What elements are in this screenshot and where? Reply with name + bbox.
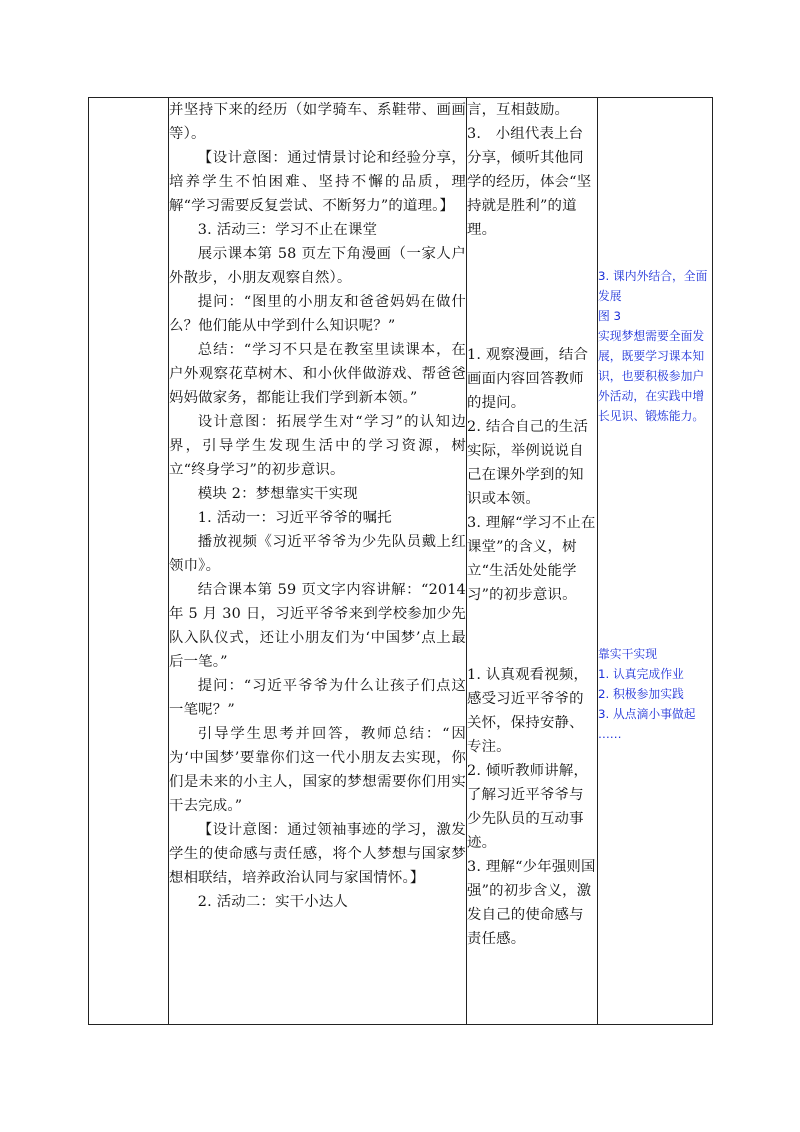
teacher-paragraph: 总结：“学习不只是在教室里读课本，在户外观察花草树木、和小伙伴做游戏、帮爸爸妈妈做家务，都能让我们学到新本领。” [169, 342, 466, 406]
student-activity-item: 3. 小组代表上台分享，倾听其他同学的经历，体会“坚持就是胜利”的道理。 [467, 126, 592, 238]
teacher-paragraph: 1. 活动一：习近平爷爷的嘱托 [197, 510, 392, 526]
teacher-paragraph: 2. 活动二：实干小达人 [197, 894, 349, 910]
section-label-cell [89, 98, 169, 1025]
teacher-paragraph: 模块 2：梦想靠实干实现 [197, 486, 358, 502]
teacher-paragraph: 提问：“习近平爷爷为什么让孩子们点这一笔呢？” [169, 678, 466, 718]
design-note-line: 实现梦想需要全面发展，既要学习课本知识，也要积极参加户外活动，在实践中增长见识、锻炼能力。 [598, 329, 705, 423]
teacher-activity-cell [169, 98, 467, 1025]
spacer [598, 426, 712, 644]
spacer [467, 607, 597, 663]
student-activity-block-2 [467, 343, 597, 607]
student-activity-item: 言，互相鼓励。 [467, 102, 570, 118]
teacher-paragraph: 【设计意图：通过领袖事迹的学习，激发学生的使命感与责任感，将个人梦想与国家梦想相联结，培养政治认同与家国情怀。】 [169, 822, 466, 886]
design-note-block-1 [598, 266, 712, 426]
design-note-block-2 [598, 644, 712, 744]
design-note-line: 靠实干实现 [598, 647, 657, 661]
teacher-paragraph: 结合课本第 59 页文字内容讲解：“2014 年 5 月 30 日，习近平爷爷来到学校参加少先队入队仪式，还让小朋友们为‘中国梦’点上最后一笔。” [169, 582, 466, 670]
spacer [467, 242, 597, 343]
design-note-line: …… [598, 727, 622, 741]
table-row [89, 98, 713, 1025]
student-activity-item: 1. 认真观看视频，感受习近平爷爷的关怀，保持安静、专注。 [467, 667, 589, 755]
student-activity-block-3 [467, 663, 597, 951]
teacher-paragraph: 设计意图：拓展学生对“学习”的认知边界，引导学生发现生活中的学习资源，树立“终身学习”的初步意识。 [169, 414, 466, 478]
design-note-line: 1. 认真完成作业 [598, 667, 684, 681]
teacher-paragraph: 并坚持下来的经历（如学骑车、系鞋带、画画等）。 [169, 102, 466, 142]
teacher-paragraph: 播放视频《习近平爷爷为少先队员戴上红领巾》。 [169, 534, 466, 574]
lesson-plan-table [88, 97, 713, 1025]
student-activity-item: 3. 理解“少年强则国强”的初步含义，激发自己的使命感与责任感。 [467, 859, 596, 947]
student-activity-item: 1. 观察漫画，结合画面内容回答教师的提问。 [467, 347, 589, 411]
student-activity-cell [467, 98, 598, 1025]
design-note-line: 图 3 [598, 309, 622, 323]
student-activity-block-1 [467, 98, 597, 242]
teacher-paragraph: 3. 活动三：学习不止在课堂 [197, 222, 378, 238]
teacher-paragraph: 展示课本第 58 页左下角漫画（一家人户外散步，小朋友观察自然）。 [169, 246, 466, 286]
teacher-paragraph: 【设计意图：通过情景讨论和经验分享，培养学生不怕困难、坚持不懈的品质，理解“学习需要反复尝试、不断努力”的道理。】 [169, 150, 466, 214]
student-activity-item: 3. 理解“学习不止在课堂”的含义，树立“生活处处能学习”的初步意识。 [467, 515, 596, 603]
teacher-paragraph: 引导学生思考并回答，教师总结：“因为‘中国梦’要靠你们这一代小朋友去实现，你们是未来的小主人，国家的梦想需要你们用实干去完成。” [169, 726, 466, 814]
spacer [598, 98, 712, 266]
teacher-paragraph: 提问：“图里的小朋友和爸爸妈妈在做什么？他们能从中学到什么知识呢？” [169, 294, 466, 334]
teacher-activity-text [169, 98, 466, 914]
design-notes-cell [598, 98, 713, 1025]
design-note-line: 3. 从点滴小事做起 [598, 707, 696, 721]
student-activity-item: 2. 结合自己的生活实际，举例说说自己在课外学到的知识或本领。 [467, 419, 589, 507]
design-note-line: 3. 课内外结合，全面发展 [598, 269, 708, 303]
student-activity-item: 2. 倾听教师讲解，了解习近平爷爷与少先队员的互动事迹。 [467, 763, 589, 851]
design-note-line: 2. 积极参加实践 [598, 687, 684, 701]
